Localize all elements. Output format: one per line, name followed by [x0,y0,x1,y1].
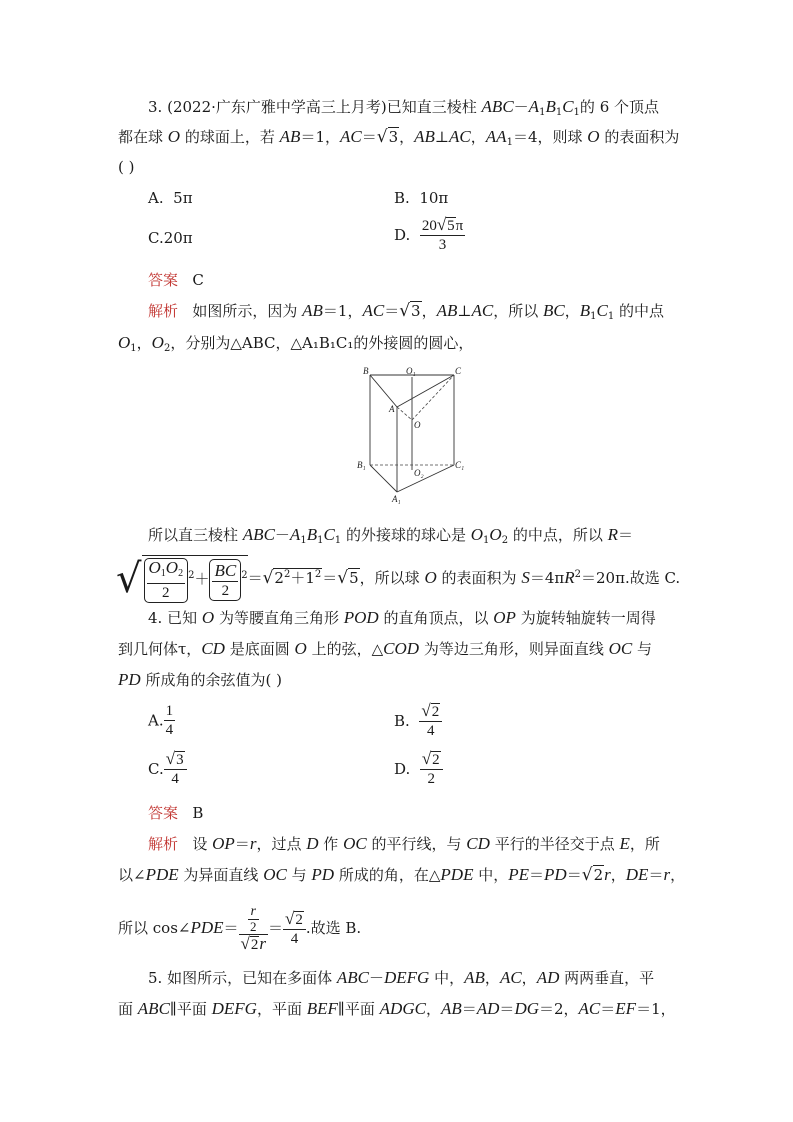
q4-answer-label: 答案 [148,804,179,822]
q4-line-2: 到几何体τ，CD 是底面圆 O 上的弦，△COD 为等边三角形，则异面直线 OC 与 [118,639,653,658]
q3-answer-label: 答案 [148,271,179,289]
label-B1: B₁ [357,460,366,470]
q3-option-d: D. $\frac{20√5\pi}{3}$ [394,215,464,253]
q3-line-1: 3. (2022·广东广雅中学高三上月考)已知直三棱柱 $ABC-A_1B_1C_1$的 6 个顶点 [148,97,660,118]
q5-line-2: 面 ABC∥平面 DEFG，平面 BEF∥平面 ADGC，AB＝AD＝DG＝2，AC＝EF＝1， [118,999,676,1018]
q4-analysis-line-3: 所以 cos∠PDE＝ $\frac{\frac{r}{2}}{√2r}$ ＝ $\frac{√2}{4}$ .故选 B. [118,904,362,953]
q4-option-b: B. $\frac{√2}{4}$ [394,702,442,740]
q3-number: 3. [148,98,163,116]
label-O2: O₂ [414,468,424,478]
q3-answer [148,270,204,290]
q4-line-3: PD 所成角的余弦值为( ) [118,670,282,689]
prism-figure [355,365,470,505]
q3-analysis-line-1: 解析 如图所示，因为 AB＝1，AC＝√3，AB⊥AC，所以 BC，$B_1C_1$ 的中点 [148,301,665,322]
q3-conclusion-line-1: 所以直三棱柱 $ABC-A_1B_1C_1$ 的外接球的球心是 $O_1O_2$ 的中点，所以 R＝ [148,525,634,546]
q3-source: (2022·广东广雅中学高三上月考) [167,98,387,116]
label-A: A [389,404,395,414]
q3-analysis-line-2: $O_1$，$O_2$，分别为△ABC，△A₁B₁C₁的外接圆的圆心， [118,333,474,354]
q4-analysis-line-2: 以∠PDE 为异面直线 OC 与 PD 所成的角，在△PDE 中，PE＝PD＝√2r，DE＝r， [118,865,686,885]
q4-answer [148,803,203,823]
q3-option-a: A. 5π [148,189,193,207]
label-A1: A₁ [392,494,401,504]
q3-answer-value: C [192,271,204,289]
q4-option-d: D. $\frac{√2}{2}$ [394,750,443,788]
label-O1: O₁ [406,366,416,376]
q4-answer-value: B [192,804,204,822]
q3-option-d-fraction: $\frac{20√5\pi}{3}$ [421,215,464,253]
q5-line-1: 5. 如图所示，已知在多面体 ABC－DEFG 中，AB，AC，AD 两两垂直，平 [148,968,655,987]
q3-line-2: 都在球 O 的球面上，若 AB＝1，AC＝√3，AB⊥AC，$AA_1=4$，则球 O 的表面积为 [118,127,680,148]
label-O: O [414,420,421,430]
q5-number: 5. [148,969,163,987]
label-C: C [455,366,462,376]
q3-formula: √ $\frac{O_1O_2}{2}$ $^2$＋ $\frac{BC}{2}$ $^2=√2^2+1^2=√5$，所以球 O 的表面积为 $S=4\pi R^2=20\pi$.故选 C. [116,556,681,602]
q4-option-c: C. $\frac{√3}{4}$ [148,750,187,788]
q3-blank: ( ) [118,158,135,176]
q4-option-a: A. $\frac{1}{4}$ [148,703,174,738]
label-C1: C₁ [455,460,465,470]
q4-analysis-line-1: 解析 设 OP＝r，过点 D 作 OC 的平行线，与 CD 平行的半径交于点 E，所 [148,834,660,853]
q3-option-b: B. 10π [394,189,449,207]
q4-analysis-label: 解析 [148,835,179,853]
label-B: B [363,366,369,376]
q3-option-c: C.20π [148,229,193,247]
q4-number: 4. [148,609,163,627]
q3-analysis-label: 解析 [148,302,179,320]
q4-line-1: 4. 已知 O 为等腰直角三角形 POD 的直角顶点，以 OP 为旋转轴旋转一周得 [148,608,656,627]
